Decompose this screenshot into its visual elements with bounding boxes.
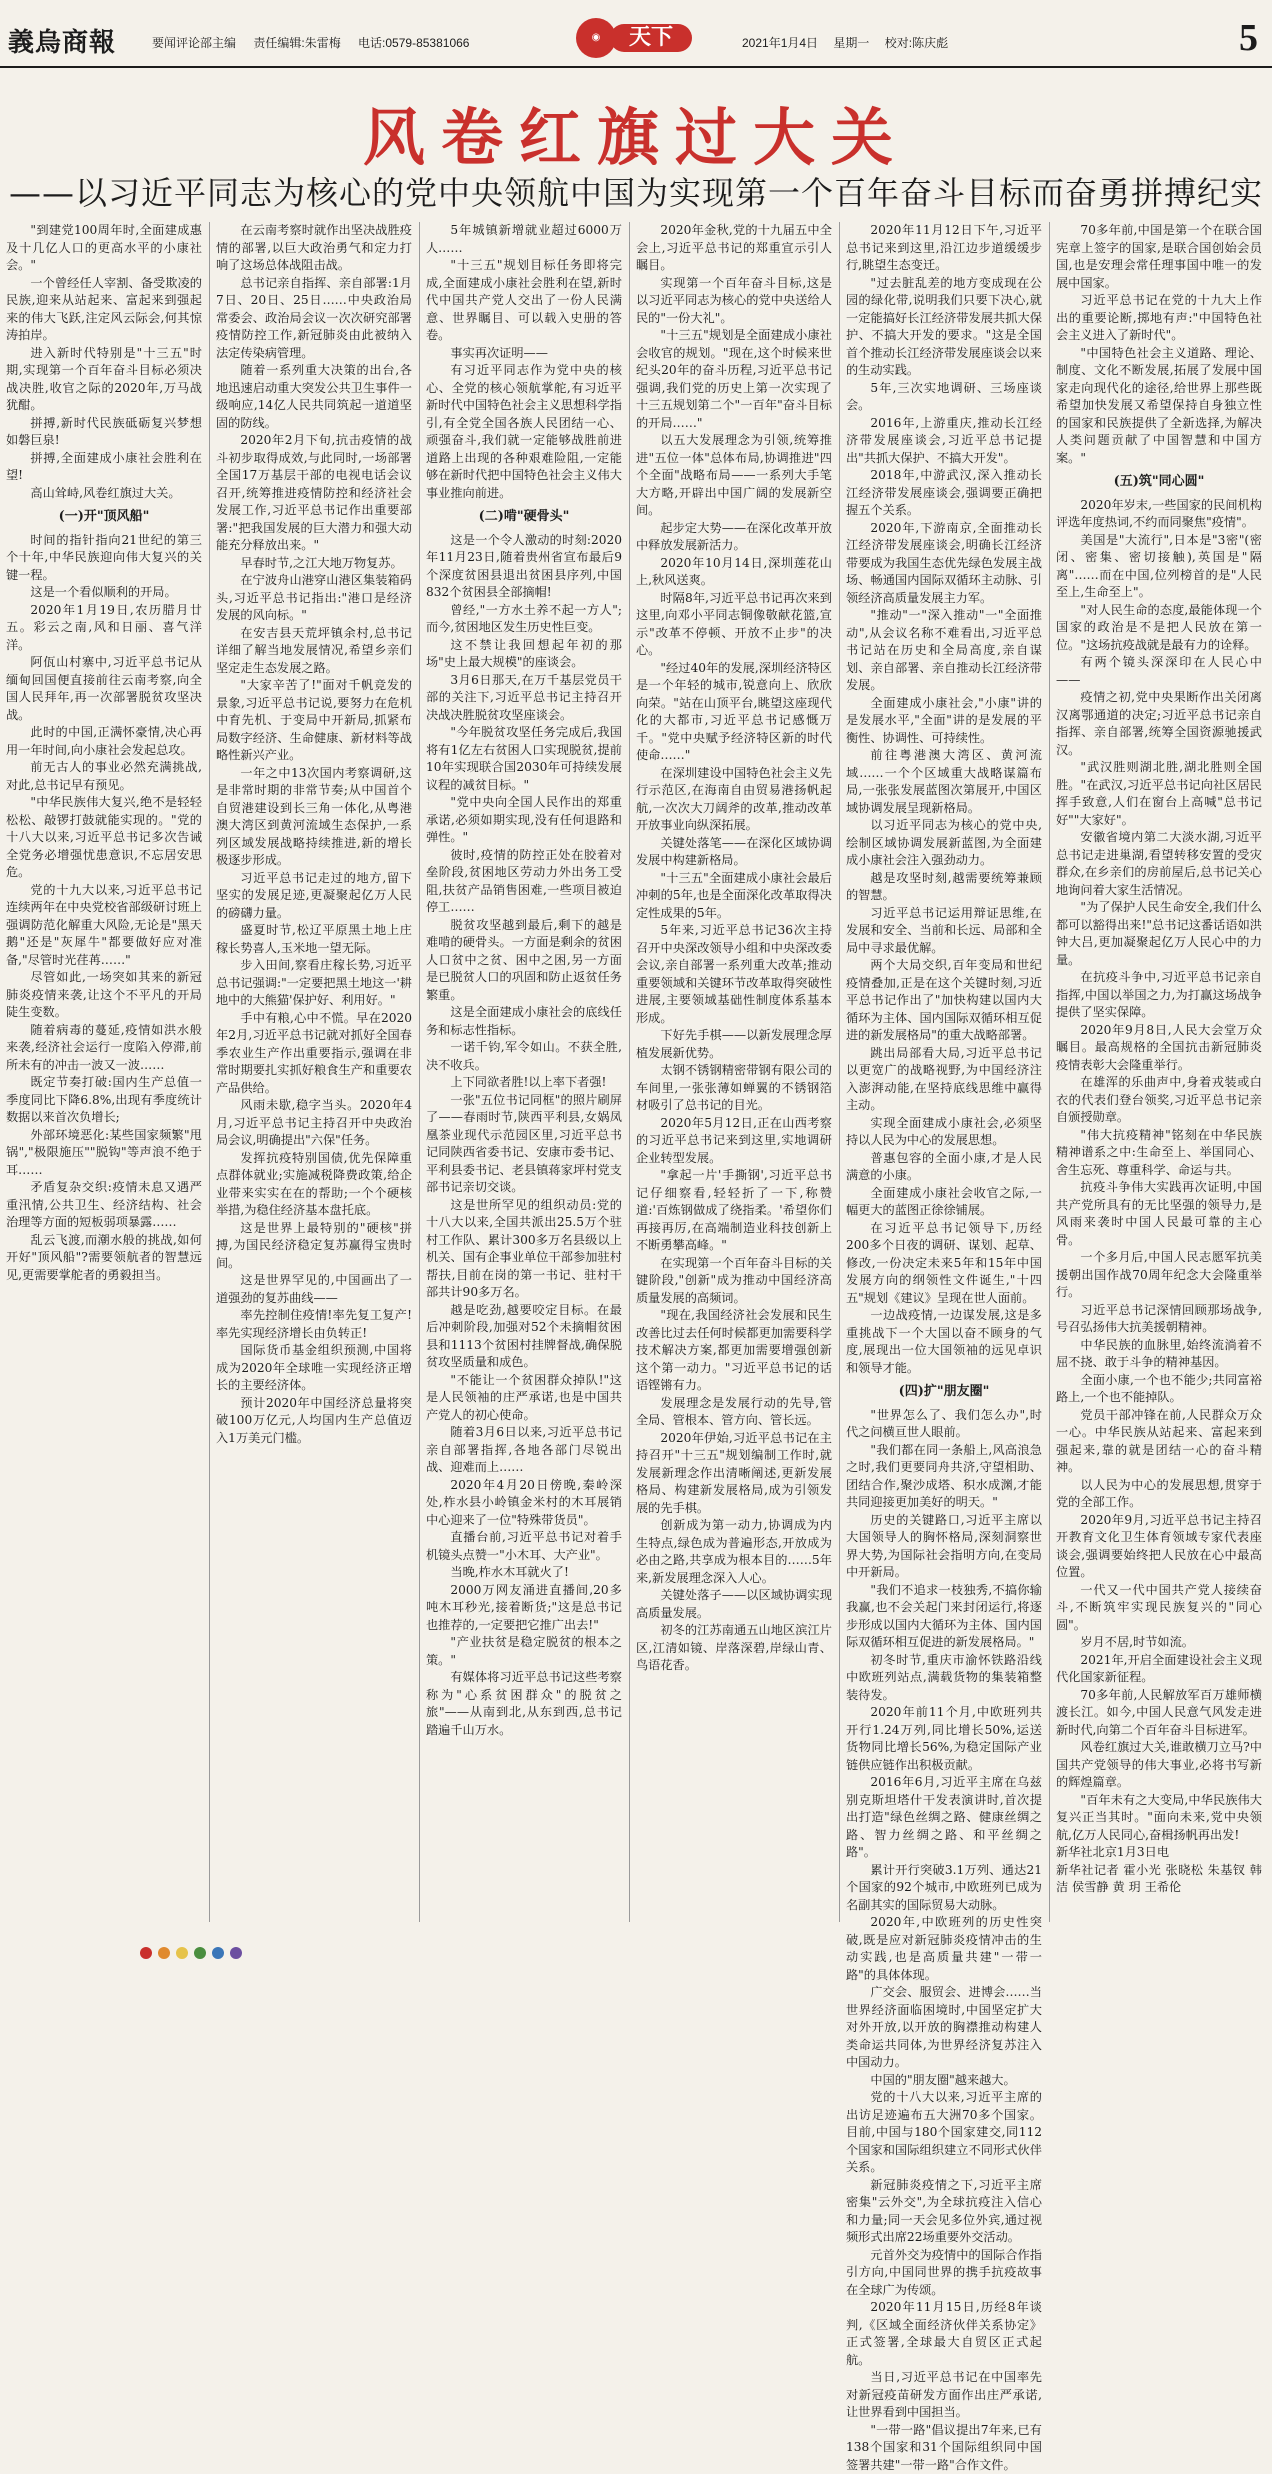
paragraph: 随着3月6日以来,习近平总书记亲自部署指挥,各地各部门尽锐出战、迎难而上…… bbox=[426, 1424, 622, 1477]
paragraph: 广交会、服贸会、进博会……当世界经济面临困境时,中国坚定扩大对外开放,以开放的胸襟推动构建人类命运共同体,为世界经济复苏注入中国动力。 bbox=[846, 1984, 1042, 2072]
paragraph: 实现第一个百年奋斗目标,这是以习近平同志为核心的党中央送给人民的"一份大礼"。 bbox=[636, 275, 832, 328]
paragraph: 一张"五位书记同框"的照片刷屏了——春雨时节,陕西平利县,女娲凤凰茶业现代示范园区里,习近平总书记同陕西省委书记、安康市委书记、平利县委书记、老县镇蒋家坪村党支部书记亲切交谈。 bbox=[426, 1092, 622, 1197]
paragraph: 2020年,下游南京,全面推动长江经济带发展座谈会,明确长江经济带要成为我国生态优先绿色发展主战场、畅通国内国际双循环主动脉、引领经济高质量发展主力军。 bbox=[846, 520, 1042, 608]
paragraph: 有两个镜头深深印在人民心中—— bbox=[1056, 654, 1262, 689]
paragraph: 一个曾经任人宰割、备受欺凌的民族,迎来从站起来、富起来到强起来的伟大飞跃,注定风云际会,何其惊涛拍岸。 bbox=[6, 275, 202, 345]
paragraph: 总书记亲自指挥、亲自部署:1月7日、20日、25日……中央政治局常委会、政治局会议一次次研究部署疫情防控工作,新冠肺炎由此被纳入法定传染病管理。 bbox=[216, 275, 412, 363]
paragraph: 这不禁让我回想起年初的那场"史上最大规模"的座谈会。 bbox=[426, 637, 622, 672]
paragraph: 新冠肺炎疫情之下,习近平主席密集"云外交",为全球抗疫注入信心和力量;同一天会见多位外宾,通过视频形式出席22场重要外交活动。 bbox=[846, 2177, 1042, 2247]
paragraph: "我们不追求一枝独秀,不搞你输我赢,也不会关起门来封闭运行,将逐步形成以国内大循环为主体、国内国际双循环相互促进的新发展格局。" bbox=[846, 1582, 1042, 1652]
paragraph: 普惠包容的全面小康,才是人民满意的小康。 bbox=[846, 1150, 1042, 1185]
paragraph: 拼搏,新时代民族砥砺复兴梦想如磐巨泉! bbox=[6, 415, 202, 450]
article-column-1 bbox=[6, 222, 202, 1922]
paragraph: "中华民族伟大复兴,绝不是轻轻松松、敲锣打鼓就能实现的。"党的十八大以来,习近平总书记多次告诫全党务必增强忧患意识,不忘居安思危。 bbox=[6, 794, 202, 882]
column-divider bbox=[419, 222, 420, 1922]
paragraph: 以人民为中心的发展思想,贯穿于党的全部工作。 bbox=[1056, 1477, 1262, 1512]
paragraph: 2020年9月8日,人民大会堂万众瞩目。最高规格的全国抗击新冠肺炎疫情表彰大会隆重举行。 bbox=[1056, 1022, 1262, 1075]
issue-weekday: 星期一 bbox=[833, 36, 869, 50]
article-column-3 bbox=[426, 222, 622, 1922]
paragraph: 脱贫攻坚越到最后,剩下的越是难啃的硬骨头。一方面是剩余的贫困人口贫中之贫、困中之困,另一方面是已脱贫人口的巩固和防止返贫任务繁重。 bbox=[426, 917, 622, 1005]
paragraph: 既定节奏打破:国内生产总值一季度同比下降6.8%,出现有季度统计数据以来首次负增长; bbox=[6, 1074, 202, 1127]
column-divider bbox=[839, 222, 840, 1922]
paragraph: 这是世界罕见的,中国画出了一道强劲的复苏曲线—— bbox=[216, 1272, 412, 1307]
column-divider bbox=[1049, 222, 1050, 1922]
paragraph: 在实现第一个百年奋斗目标的关键阶段,"创新"成为推动中国经济高质量发展的高频词。 bbox=[636, 1255, 832, 1308]
paragraph: 在安吉县天荒坪镇余村,总书记详细了解当地发展情况,希望乡亲们坚定走生态发展之路。 bbox=[216, 625, 412, 678]
paragraph: "到建党100周年时,全面建成惠及十几亿人口的更高水平的小康社会。" bbox=[6, 222, 202, 275]
header-divider bbox=[0, 66, 1272, 68]
paragraph: 有习近平同志作为党中央的核心、全党的核心领航掌舵,有习近平新时代中国特色社会主义思想科学指引,有全党全国各族人民团结一心、顽强奋斗,我们就一定能够战胜前进道路上出现的各种艰难险阻,一定能够在新时代把中国特色社会主义伟大事业推向前进。 bbox=[426, 362, 622, 502]
paragraph: 时隔8年,习近平总书记再次来到这里,向邓小平同志铜像敬献花篮,宣示"改革不停顿、开放不止步"的决心。 bbox=[636, 590, 832, 660]
paragraph: 这是一个看似顺利的开局。 bbox=[6, 584, 202, 602]
paragraph: 拼搏,全面建成小康社会胜利在望! bbox=[6, 450, 202, 485]
paragraph: 发展理念是发展行动的先导,管全局、管根本、管方向、管长远。 bbox=[636, 1395, 832, 1430]
paragraph: 一年之中13次国内考察调研,这是非常时期的非常节奏;从中国首个自贸港建设到长三角一体化,从粤港澳大湾区到黄河流域生态保护,一系列区域发展战略持续推进,新的增长极逐步形成。 bbox=[216, 765, 412, 870]
paragraph: 习近平总书记在党的十九大上作出的重要论断,掷地有声:"中国特色社会主义进入了新时代"。 bbox=[1056, 292, 1262, 345]
paragraph: 矛盾复杂交织:疫情未息又遇严重汛情,公共卫生、经济结构、社会治理等方面的短板弱项暴露…… bbox=[6, 1179, 202, 1232]
paragraph: 以五大发展理念为引领,统筹推进"五位一体"总体布局,协调推进"四个全面"战略布局——一系列大手笔大方略,开辟出中国广阔的发展新空间。 bbox=[636, 432, 832, 520]
paragraph: "经过40年的发展,深圳经济特区是一个年轻的城市,锐意向上、欣欣向荣。"站在山顶平台,眺望这座现代化的大都市,习近平总书记感慨万千。"党中央赋予经济特区新的时代使命……" bbox=[636, 660, 832, 765]
paragraph: "过去脏乱差的地方变成现在公园的绿化带,说明我们只要下决心,就一定能搞好长江经济带发展共抓大保护、不搞大开发的要求。"这是全国首个推动长江经济带发展座谈会以来的生动实践。 bbox=[846, 275, 1042, 380]
paragraph: 盛夏时节,松辽平原黑土地上庄稼长势喜人,玉米地一望无际。 bbox=[216, 922, 412, 957]
paragraph: 步入田间,察看庄稼长势,习近平总书记强调:"一定要把黑土地这一'耕地中的大熊猫'保护好、利用好。" bbox=[216, 957, 412, 1010]
paragraph: 岁月不居,时节如流。 bbox=[1056, 1634, 1262, 1652]
paragraph: 率先控制住疫情!率先复工复产!率先实现经济增长由负转正! bbox=[216, 1307, 412, 1342]
paragraph: "世界怎么了、我们怎么办",时代之问横亘世人眼前。 bbox=[846, 1407, 1042, 1442]
paragraph: 2016年,上游重庆,推动长江经济带发展座谈会,习近平总书记提出"共抓大保护、不搞大开发"。 bbox=[846, 415, 1042, 468]
paragraph: 中华民族的血脉里,始终流淌着不屈不挠、敢于斗争的精神基因。 bbox=[1056, 1337, 1262, 1372]
decorative-dot-icon bbox=[140, 1947, 152, 1959]
paragraph: 初冬时节,重庆市渝怀铁路沿线中欧班列站点,满载货物的集装箱整装待发。 bbox=[846, 1652, 1042, 1705]
paragraph: 风雨未歇,稳字当头。2020年4月,习近平总书记主持召开中央政治局会议,明确提出"六保"任务。 bbox=[216, 1097, 412, 1150]
paragraph: 习近平总书记走过的地方,留下坚实的发展足迹,更凝聚起亿万人民的磅礴力量。 bbox=[216, 870, 412, 923]
paragraph: 疫情之初,党中央果断作出关闭离汉离鄂通道的决定;习近平总书记亲自指挥、亲自部署,统筹全国资源驰援武汉。 bbox=[1056, 689, 1262, 759]
paragraph: 一边战疫情,一边谋发展,这是多重挑战下一个大国以奋不顾身的气度,展现出一位大国领袖的远见卓识和领导才能。 bbox=[846, 1307, 1042, 1377]
paragraph: 党员干部冲锋在前,人民群众万众一心。中华民族从站起来、富起来到强起来,靠的就是团结一心的奋斗精神。 bbox=[1056, 1407, 1262, 1477]
issue-info bbox=[742, 34, 960, 51]
paragraph: 这是一个令人激动的时刻:2020年11月23日,随着贵州省宣布最后9个深度贫困县退出贫困县序列,中国832个贫困县全部摘帽! bbox=[426, 532, 622, 602]
paragraph: 2020年1月19日,农历腊月廿五。彩云之南,风和日丽、喜气洋洋。 bbox=[6, 602, 202, 655]
paragraph: 2020年4月20日傍晚,秦岭深处,柞水县小岭镇金米村的木耳展销中心迎来了一位"特殊带货员"。 bbox=[426, 1477, 622, 1530]
paragraph: 5年来,习近平总书记36次主持召开中央深改领导小组和中央深改委会议,亲自部署一系列重大改革;推动重要领域和关键环节改革取得突破性进展,主要领域基础性制度体系基本形成。 bbox=[636, 922, 832, 1027]
paragraph: "今年脱贫攻坚任务完成后,我国将有1亿左右贫困人口实现脱贫,提前10年实现联合国2030年可持续发展议程的减贫目标。" bbox=[426, 724, 622, 794]
page-footer bbox=[0, 1932, 1272, 1971]
paragraph: "伟大抗疫精神"铭刻在中华民族精神谱系之中:生命至上、举国同心、舍生忘死、尊重科学、命运与共。 bbox=[1056, 1127, 1262, 1180]
paragraph: "中国特色社会主义道路、理论、制度、文化不断发展,拓展了发展中国家走向现代化的途径,给世界上那些既希望加快发展又希望保持自身独立性的国家和民族提供了全新选择,为解决人类问题贡献了中国智慧和中国方案。" bbox=[1056, 345, 1262, 468]
paragraph: 安徽省境内第二大淡水湖,习近平总书记走进巢湖,看望转移安置的受灾群众,在乡亲们的房前屋后,总书记关心地询问着大家生活情况。 bbox=[1056, 829, 1262, 899]
paragraph: 2020年9月,习近平总书记主持召开教育文化卫生体育领域专家代表座谈会,强调要始终把人民放在心中最高位置。 bbox=[1056, 1512, 1262, 1582]
paragraph: 乱云飞渡,而潮水般的挑战,如何开好"顶风船"?需要领航者的智慧远见,更需要掌舵者的勇毅担当。 bbox=[6, 1232, 202, 1285]
dateline: 新华社北京1月3日电 bbox=[1056, 1844, 1262, 1862]
paragraph: 在习近平总书记领导下,历经200多个日夜的调研、谋划、起草、修改,一份决定未来5年和15年中国发展方向的纲领性文件诞生,"十四五"规划《建议》呈现在世人面前。 bbox=[846, 1220, 1042, 1308]
paragraph: 越是攻坚时刻,越需要统筹兼顾的智慧。 bbox=[846, 870, 1042, 905]
paragraph: 关键处落子——以区域协调实现高质量发展。 bbox=[636, 1587, 832, 1622]
paragraph: 2020年10月14日,深圳莲花山上,秋风送爽。 bbox=[636, 555, 832, 590]
paragraph: 5年,三次实地调研、三场座谈会。 bbox=[846, 380, 1042, 415]
paragraph: "十三五"规划目标任务即将完成,全面建成小康社会胜利在望,新时代中国共产党人交出了一份人民满意、世界瞩目、可以载入史册的答卷。 bbox=[426, 257, 622, 345]
paragraph: 阿佤山村寨中,习近平总书记从缅甸回国便直接前往云南考察,向全国人民拜年,再一次部署脱贫攻坚决战。 bbox=[6, 654, 202, 724]
decorative-dot-icon bbox=[176, 1947, 188, 1959]
subheadline: ——以习近平同志为核心的党中央领航中国为实现第一个百年奋斗目标而奋勇拼搏纪实 bbox=[0, 168, 1272, 214]
column-divider bbox=[629, 222, 630, 1922]
paragraph: "不能让一个贫困群众掉队!"这是人民领袖的庄严承诺,也是中国共产党人的初心使命。 bbox=[426, 1372, 622, 1425]
section-heading: (四)扩"朋友圈" bbox=[846, 1383, 1042, 1401]
paragraph: "党中央向全国人民作出的郑重承诺,必须如期实现,没有任何退路和弹性。" bbox=[426, 794, 622, 847]
paragraph: 70多年前,人民解放军百万雄师横渡长江。如今,中国人民意气风发走进新时代,向第二个百年奋斗目标进军。 bbox=[1056, 1687, 1262, 1740]
paragraph: "为了保护人民生命安全,我们什么都可以豁得出来!"总书记这番话语如洪钟大吕,更加凝聚起亿万人民心中的力量。 bbox=[1056, 899, 1262, 969]
footer-dots bbox=[140, 1944, 248, 1963]
paragraph: 下好先手棋——以新发展理念厚植发展新优势。 bbox=[636, 1027, 832, 1062]
paragraph: 随着病毒的蔓延,疫情如洪水般来袭,经济社会运行一度陷入停滞,前所未有的冲击一波又一波…… bbox=[6, 1022, 202, 1075]
paragraph: "现在,我国经济社会发展和民生改善比过去任何时候都更加需要科学技术解决方案,都更加需要增强创新这个第一动力。"习近平总书记的话语铿锵有力。 bbox=[636, 1307, 832, 1395]
paragraph: 2020年,中欧班列的历史性突破,既是应对新冠肺炎疫情冲击的生动实践,也是高质量共建"一带一路"的具体体现。 bbox=[846, 1914, 1042, 1984]
paragraph: 5年城镇新增就业超过6000万人…… bbox=[426, 222, 622, 257]
paragraph: 彼时,疫情的防控正处在胶着对垒阶段,贫困地区劳动力外出务工受阻,扶贫产品销售困难,一些项目被迫停工…… bbox=[426, 847, 622, 917]
article-body bbox=[6, 222, 1266, 1922]
paragraph: "百年未有之大变局,中华民族伟大复兴正当其时。"面向未来,党中央领航,亿万人民同心,奋楫扬帆再出发! bbox=[1056, 1792, 1262, 1845]
proofreader-label: 校对:陈庆彪 bbox=[885, 36, 948, 50]
editor-label: 责任编辑:朱雷梅 bbox=[253, 36, 340, 50]
paragraph: 2020年岁末,一些国家的民间机构评选年度热词,不约而同聚焦"疫情"。 bbox=[1056, 497, 1262, 532]
paragraph: 全面建成小康社会,"小康"讲的是发展水平,"全面"讲的是发展的平衡性、协调性、可持续性。 bbox=[846, 695, 1042, 748]
section-heading: (二)啃"硬骨头" bbox=[426, 508, 622, 526]
paragraph: 太钢不锈钢精密带钢有限公司的车间里,一张张薄如蝉翼的不锈钢箔材吸引了总书记的目光。 bbox=[636, 1062, 832, 1115]
paragraph: 实现全面建成小康社会,必须坚持以人民为中心的发展思想。 bbox=[846, 1115, 1042, 1150]
paragraph: 高山耸峙,风卷红旗过大关。 bbox=[6, 485, 202, 503]
article-column-2 bbox=[216, 222, 412, 1922]
paragraph: 发挥抗疫特别国债,优先保障重点群体就业;实施减税降费政策,给企业带来实实在在的帮助;一个个硬核举措,为稳住经济基本盘托底。 bbox=[216, 1150, 412, 1220]
paragraph: 2020年金秋,党的十九届五中全会上,习近平总书记的郑重宣示引人瞩目。 bbox=[636, 222, 832, 275]
paragraph: 预计2020年中国经济总量将突破100万亿元,人均国内生产总值迈入1万美元门槛。 bbox=[216, 1395, 412, 1448]
paragraph: 创新成为第一动力,协调成为内生特点,绿色成为普遍形态,开放成为必由之路,共享成为根本目的……5年来,新发展理念深入人心。 bbox=[636, 1517, 832, 1587]
decorative-dot-icon bbox=[212, 1947, 224, 1959]
paragraph: "拿起一片'手撕钢',习近平总书记仔细察看,轻轻折了一下,称赞道:'百炼钢做成了绕指柔。'希望你们再接再厉,在高端制造业科技创新上不断勇攀高峰。" bbox=[636, 1167, 832, 1255]
section-badge bbox=[576, 18, 696, 58]
paragraph: 曾经,"一方水土养不起一方人";而今,贫困地区发生历史性巨变。 bbox=[426, 602, 622, 637]
paragraph: 这是世所罕见的组织动员:党的十八大以来,全国共派出25.5万个驻村工作队、累计300多万名县级以上机关、国有企事业单位干部参加驻村帮扶,目前在岗的第一书记、驻村干部共计90多万名。 bbox=[426, 1197, 622, 1302]
paragraph: 2000万网友涌进直播间,20多吨木耳秒光,接着断货;"这是总书记也推荐的,一定要把它推广出去!" bbox=[426, 1582, 622, 1635]
paragraph: 一个多月后,中国人民志愿军抗美援朝出国作战70周年纪念大会隆重举行。 bbox=[1056, 1249, 1262, 1302]
paragraph: 外部环境恶化:某些国家频繁"甩锅","极限施压""脱钩"等声浪不绝于耳…… bbox=[6, 1127, 202, 1180]
article-column-4 bbox=[636, 222, 832, 1922]
paragraph: 元首外交为疫情中的国际合作指引方向,中国同世界的携手抗疫故事在全球广为传颂。 bbox=[846, 2247, 1042, 2300]
paragraph: 在深圳建设中国特色社会主义先行示范区,在海南自由贸易港扬帆起航,一次次大刀阔斧的改革,推动改革开放事业向纵深拓展。 bbox=[636, 765, 832, 835]
paragraph: 习近平总书记运用辩证思维,在发展和安全、当前和长远、局部和全局中寻求最优解。 bbox=[846, 905, 1042, 958]
paragraph: 时间的指针指向21世纪的第三个十年,中华民族迎向伟大复兴的关键一程。 bbox=[6, 532, 202, 585]
decorative-dot-icon bbox=[230, 1947, 242, 1959]
paragraph: 中国的"朋友圈"越来越大。 bbox=[846, 2072, 1042, 2090]
paragraph: 在云南考察时就作出坚决战胜疫情的部署,以巨大政治勇气和定力打响了这场总体战阻击战。 bbox=[216, 222, 412, 275]
paragraph: 此时的中国,正满怀豪情,决心再用一年时间,向小康社会发起总攻。 bbox=[6, 724, 202, 759]
paragraph: 历史的关键路口,习近平主席以大国领导人的胸怀格局,深刻洞察世界大势,为国际社会指明方向,在变局中开新局。 bbox=[846, 1512, 1042, 1582]
paragraph: 进入新时代特别是"十三五"时期,实现第一个百年奋斗目标必须决战决胜,收官之际的2020年,万马战犹酣。 bbox=[6, 345, 202, 415]
paragraph: 当日,习近平总书记在中国率先对新冠疫苗研发方面作出庄严承诺,让世界看到中国担当。 bbox=[846, 2369, 1042, 2422]
department-label: 要闻评论部主编 bbox=[152, 36, 236, 50]
column-divider bbox=[209, 222, 210, 1922]
paragraph: 2018年,中游武汉,深入推动长江经济带发展座谈会,强调要正确把握五个关系。 bbox=[846, 467, 1042, 520]
page-number: 5 bbox=[1239, 16, 1258, 60]
paragraph: 这是世界上最特别的"硬核"拼搏,为国民经济稳定复苏赢得宝贵时间。 bbox=[216, 1220, 412, 1273]
paragraph: 2020年伊始,习近平总书记在主持召开"十三五"规划编制工作时,就发展新理念作出清晰阐述,更新发展格局、构建新发展格局,成为引领发展的先手棋。 bbox=[636, 1430, 832, 1518]
paragraph: 起步定大势——在深化改革开放中释放发展新活力。 bbox=[636, 520, 832, 555]
section-heading: (一)开"顶风船" bbox=[6, 508, 202, 526]
headline: 风卷红旗过大关 bbox=[0, 88, 1272, 177]
paragraph: 前无古人的事业必然充满挑战,对此,总书记早有预见。 bbox=[6, 759, 202, 794]
paragraph: 2020年11月12日下午,习近平总书记来到这里,沿江边步道缓缓步行,眺望生态变迁。 bbox=[846, 222, 1042, 275]
decorative-dot-icon bbox=[158, 1947, 170, 1959]
paragraph: 美国是"大流行",日本是"3密"(密闭、密集、密切接触),英国是"隔离"……而在中国,位列榜首的是"人民至上,生命至上"。 bbox=[1056, 532, 1262, 602]
paragraph: 早春时节,之江大地万物复苏。 bbox=[216, 555, 412, 573]
paragraph: 初冬的江苏南通五山地区滨江片区,江清如镜、岸落深碧,岸绿山青、鸟语花香。 bbox=[636, 1622, 832, 1675]
paragraph: 全面小康,一个也不能少;共同富裕路上,一个也不能掉队。 bbox=[1056, 1372, 1262, 1407]
editorial-info bbox=[152, 34, 483, 51]
paragraph: 党的十八大以来,习近平主席的出访足迹遍布五大洲70多个国家。目前,中国与180个国家建交,同112个国家和国际组织建立不同形式伙伴关系。 bbox=[846, 2089, 1042, 2177]
decorative-dot-icon bbox=[194, 1947, 206, 1959]
paragraph: 直播台前,习近平总书记对着手机镜头点赞一"小木耳、大产业"。 bbox=[426, 1529, 622, 1564]
paragraph: "推动"一"深入推动"一"全面推动",从会议名称不难看出,习近平总书记站在历史和全局高度,亲自谋划、亲自部署、亲自推动长江经济带发展。 bbox=[846, 607, 1042, 695]
paragraph: 两个大局交织,百年变局和世纪疫情叠加,正是在这个关键时刻,习近平总书记作出了"加快构建以国内大循环为主体、国内国际双循环相互促进的新发展格局"的重大战略部署。 bbox=[846, 957, 1042, 1045]
paragraph: 风卷红旗过大关,谁敢横刀立马?中国共产党领导的伟大事业,必将书写新的辉煌篇章。 bbox=[1056, 1739, 1262, 1792]
paragraph: 事实再次证明—— bbox=[426, 345, 622, 363]
paragraph: 一代又一代中国共产党人接续奋斗,不断筑牢实现民族复兴的"同心圆"。 bbox=[1056, 1582, 1262, 1635]
paragraph: 70多年前,中国是第一个在联合国宪章上签字的国家,是联合国创始会员国,也是安理会常任理事国中唯一的发展中国家。 bbox=[1056, 222, 1262, 292]
masthead bbox=[0, 0, 1272, 70]
reporter-byline: 新华社记者 霍小光 张晓松 朱基钗 韩洁 侯雪静 黄 玥 王希伦 bbox=[1056, 1862, 1262, 1897]
paragraph: 累计开行突破3.1万列、通达21个国家的92个城市,中欧班列已成为名副其实的国际贸易大动脉。 bbox=[846, 1862, 1042, 1915]
paragraph: 抗疫斗争伟大实践再次证明,中国共产党所具有的无比坚强的领导力,是风雨来袭时中国人民最可靠的主心骨。 bbox=[1056, 1179, 1262, 1249]
paragraph: 在雄浑的乐曲声中,身着戎装或白衣的代表们登台领奖,习近平总书记亲自颁授勋章。 bbox=[1056, 1074, 1262, 1127]
paragraph: "十三五"全面建成小康社会最后冲刺的5年,也是全面深化改革取得决定性成果的5年。 bbox=[636, 870, 832, 923]
paragraph: 一诺千钧,军令如山。不获全胜,决不收兵。 bbox=[426, 1039, 622, 1074]
paragraph: 上下同欲者胜!以上率下者强! bbox=[426, 1074, 622, 1092]
paragraph: "一带一路"倡议提出7年来,已有138个国家和31个国际组织同中国签署共建"一带一路"合作文件。 bbox=[846, 2422, 1042, 2474]
paragraph: 前往粤港澳大湾区、黄河流域……一个个区域重大战略谋篇布局,一张张发展蓝图次第展开,中国区域协调发展呈现新格局。 bbox=[846, 747, 1042, 817]
issue-date: 2021年1月4日 bbox=[742, 36, 818, 50]
paragraph: 关键处落笔——在深化区域协调发展中构建新格局。 bbox=[636, 835, 832, 870]
paragraph: 习近平总书记深情回顾那场战争,号召弘扬伟大抗美援朝精神。 bbox=[1056, 1302, 1262, 1337]
paragraph: 当晚,柞水木耳就火了! bbox=[426, 1564, 622, 1582]
paragraph: "十三五"规划是全面建成小康社会收官的规划。"现在,这个时候来世纪头20年的奋斗历程,习近平总书记强调,我们党的历史上第一次实现了十三五规划第二个"一百年"奋斗目标的开局……" bbox=[636, 327, 832, 432]
paragraph: "对人民生命的态度,最能体现一个国家的政治是不是把人民放在第一位。"这场抗疫战就是最有力的诠释。 bbox=[1056, 602, 1262, 655]
paragraph: "产业扶贫是稳定脱贫的根本之策。" bbox=[426, 1634, 622, 1669]
paragraph: 在抗疫斗争中,习近平总书记亲自指挥,中国以举国之力,为打赢这场战争提供了坚实保障。 bbox=[1056, 969, 1262, 1022]
phone-label: 电话:0579-85381066 bbox=[358, 36, 469, 50]
paragraph: 2020年2月下旬,抗击疫情的战斗初步取得成效,与此同时,一场部署全国17万基层干部的电视电话会议召开,统筹推进疫情防控和经济社会发展工作,习近平总书记作出重要部署:"把我国发展的巨大潜力和强大动能充分释放出来。" bbox=[216, 432, 412, 555]
paragraph: 国际货币基金组织预测,中国将成为2020年全球唯一实现经济正增长的主要经济体。 bbox=[216, 1342, 412, 1395]
globe-icon: ◉ bbox=[576, 18, 616, 58]
paragraph: 党的十九大以来,习近平总书记连续两年在中央党校省部级研讨班上强调防范化解重大风险,无论是"黑天鹅"还是"灰犀牛"都要做好应对准备,"尽管时光荏苒……" bbox=[6, 882, 202, 970]
paragraph: 尽管如此,一场突如其来的新冠肺炎疫情来袭,让这个不平凡的开局陡生变数。 bbox=[6, 969, 202, 1022]
paragraph: 随着一系列重大决策的出台,各地迅速启动重大突发公共卫生事件一级响应,14亿人民共同筑起一道道坚固的防线。 bbox=[216, 362, 412, 432]
paragraph: 手中有粮,心中不慌。早在2020年2月,习近平总书记就对抓好全国春季农业生产作出重要指示,强调在非常时期要扎实抓好粮食生产和重要农产品供给。 bbox=[216, 1010, 412, 1098]
paragraph: 2016年6月,习近平主席在乌兹别克斯坦塔什干发表演讲时,首次提出打造"绿色丝绸之路、健康丝绸之路、智力丝绸之路、和平丝绸之路"。 bbox=[846, 1774, 1042, 1862]
section-heading: (五)筑"同心圆" bbox=[1056, 473, 1262, 491]
paragraph: "武汉胜则湖北胜,湖北胜则全国胜。"在武汉,习近平总书记向社区居民挥手致意,人们在窗台上高喊"总书记好""大家好"。 bbox=[1056, 759, 1262, 829]
paragraph: 2020年5月12日,正在山西考察的习近平总书记来到这里,实地调研企业转型发展。 bbox=[636, 1115, 832, 1168]
paragraph: 这是全面建成小康社会的底线任务和标志性指标。 bbox=[426, 1004, 622, 1039]
paragraph: 全面建成小康社会收官之际,一幅更大的蓝图正徐徐铺展。 bbox=[846, 1185, 1042, 1220]
paragraph: 在宁波舟山港穿山港区集装箱码头,习近平总书记指出:"港口是经济发展的风向标。" bbox=[216, 572, 412, 625]
paragraph: "我们都在同一条船上,风高浪急之时,我们更要同舟共济,守望相助、团结合作,聚沙成塔、积水成渊,才能共同迎接更加美好的明天。" bbox=[846, 1442, 1042, 1512]
paragraph: "大家辛苦了!"面对千帆竞发的景象,习近平总书记说,要努力在危机中育先机、于变局中开新局,抓紧布局数字经济、生命健康、新材料等战略性新兴产业。 bbox=[216, 677, 412, 765]
newspaper-brand: 義烏商報 bbox=[8, 22, 116, 59]
article-column-5 bbox=[846, 222, 1042, 1922]
paragraph: 2020年前11个月,中欧班列共开行1.24万列,同比增长50%,运送货物同比增长56%,为稳定国际产业链供应链作出积极贡献。 bbox=[846, 1704, 1042, 1774]
paragraph: 3月6日那天,在万千基层党员干部的关注下,习近平总书记主持召开决战决胜脱贫攻坚座谈会。 bbox=[426, 672, 622, 725]
section-label: 天下 bbox=[610, 24, 692, 52]
paragraph: 跳出局部看大局,习近平总书记以更宽广的战略视野,为中国经济注入澎湃动能,在坚持底线思维中赢得主动。 bbox=[846, 1045, 1042, 1115]
paragraph: 2021年,开启全面建设社会主义现代化国家新征程。 bbox=[1056, 1652, 1262, 1687]
article-column-6 bbox=[1056, 222, 1262, 1922]
paragraph: 2020年11月15日,历经8年谈判,《区域全面经济伙伴关系协定》正式签署,全球最大自贸区正式起航。 bbox=[846, 2299, 1042, 2369]
paragraph: 有媒体将习近平总书记这些考察称为"心系贫困群众"的脱贫之旅"——从南到北,从东到西,总书记踏遍千山万水。 bbox=[426, 1669, 622, 1739]
paragraph: 越是吃劲,越要咬定目标。在最后冲刺阶段,加强对52个未摘帽贫困县和1113个贫困村挂牌督战,确保脱贫攻坚质量和成色。 bbox=[426, 1302, 622, 1372]
paragraph: 以习近平同志为核心的党中央,绘制区域协调发展新蓝图,为全面建成小康社会注入强劲动力。 bbox=[846, 817, 1042, 870]
